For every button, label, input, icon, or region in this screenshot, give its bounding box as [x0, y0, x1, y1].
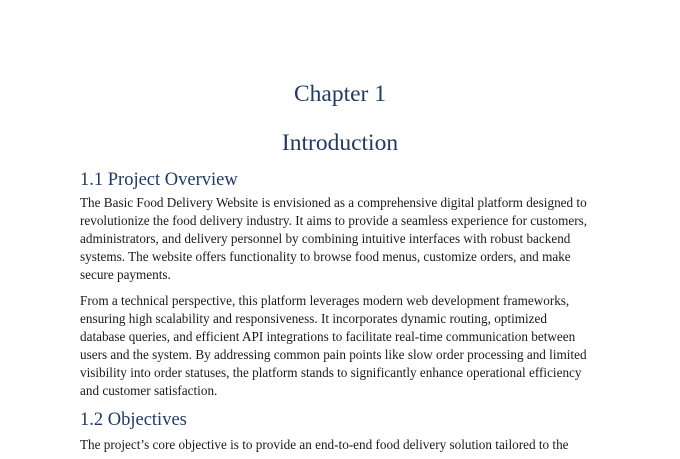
text-line: From a technical perspective, this platform leverages modern web development frameworks,	[80, 293, 570, 308]
text-line: systems. The website offers functionality to browse food menus, customize orders, and make	[80, 249, 571, 264]
text-line: and customer satisfaction.	[80, 383, 218, 398]
text-line: visibility into order statuses, the platform stands to significantly enhance operational efficiency	[80, 365, 582, 380]
text-line: secure payments.	[80, 267, 171, 282]
text-line: The Basic Food Delivery Website is envisioned as a comprehensive digital platform designed to	[80, 195, 587, 210]
text-line: administrators, and delivery personnel by combining intuitive interfaces with robust backend	[80, 231, 571, 246]
text-line: ensuring high scalability and responsiveness. It incorporates dynamic routing, optimized	[80, 311, 547, 326]
section-heading-project-overview: 1.1 Project Overview	[80, 170, 238, 190]
text-line: revolutionize the food delivery industry. It aims to provide a seamless experience for customers,	[80, 213, 588, 228]
text-line: The project’s core objective is to provide an end-to-end food delivery solution tailored to the	[80, 437, 569, 452]
chapter-number: Chapter 1	[293, 81, 386, 107]
chapter-title: Introduction	[281, 130, 399, 156]
text-line: database queries, and efficient API integrations to facilitate real-time communication between	[80, 329, 576, 344]
paragraph-objectives-1	[80, 436, 610, 454]
text-line: users and the system. By addressing common pain points like slow order processing and limited	[80, 347, 587, 362]
paragraph-project-overview-2	[80, 292, 610, 400]
paragraph-project-overview-1	[80, 194, 610, 284]
section-heading-objectives: 1.2 Objectives	[80, 410, 187, 430]
